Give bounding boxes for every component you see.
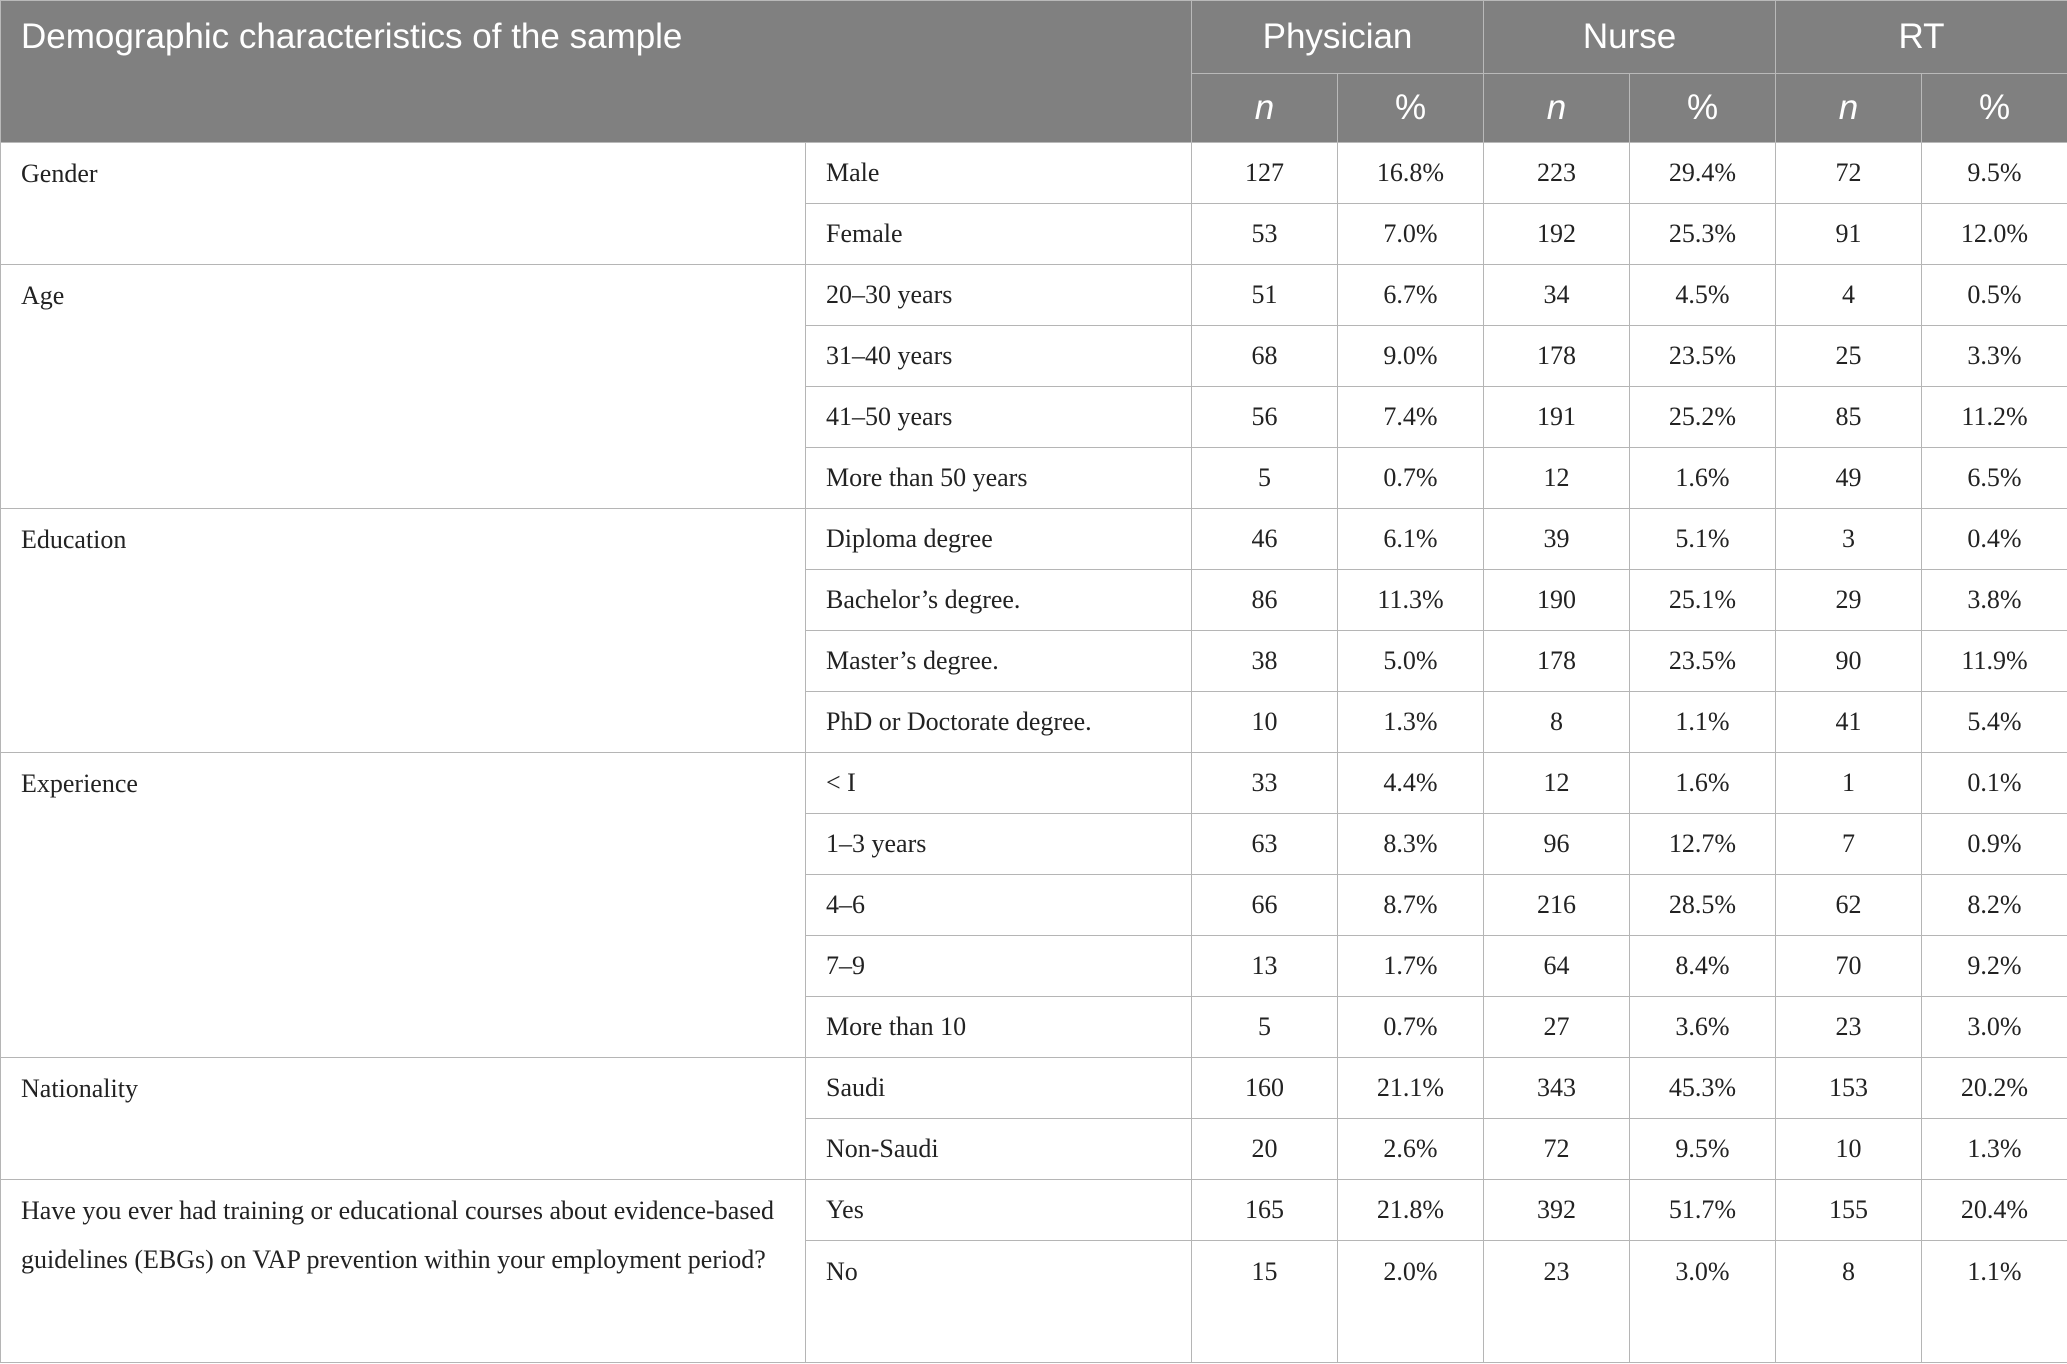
percent-cell: 20.4%	[1922, 1180, 2067, 1241]
percent-cell: 0.7%	[1338, 997, 1484, 1058]
count-cell: 5	[1192, 448, 1338, 509]
percent-cell: 9.5%	[1922, 143, 2067, 204]
table-row	[1, 509, 2067, 570]
count-cell: 12	[1484, 753, 1630, 814]
category-cell: Education	[1, 509, 806, 753]
table-body	[1, 143, 2067, 1363]
row-label: Female	[806, 204, 1192, 265]
count-cell: 38	[1192, 631, 1338, 692]
count-cell: 27	[1484, 997, 1630, 1058]
category-cell: Experience	[1, 753, 806, 1058]
row-label: 7–9	[806, 936, 1192, 997]
category-cell: Have you ever had training or educational courses about evidence-based guidelines (EBGs) on VAP prevention within your employment period?	[1, 1180, 806, 1363]
count-cell: 191	[1484, 387, 1630, 448]
percent-cell: 16.8%	[1338, 143, 1484, 204]
percent-cell: 3.0%	[1630, 1241, 1776, 1363]
group-header-physician: Physician	[1192, 1, 1484, 74]
percent-cell: 1.6%	[1630, 753, 1776, 814]
percent-cell: 11.3%	[1338, 570, 1484, 631]
row-label: 20–30 years	[806, 265, 1192, 326]
percent-cell: 21.8%	[1338, 1180, 1484, 1241]
count-cell: 153	[1776, 1058, 1922, 1119]
percent-cell: 21.1%	[1338, 1058, 1484, 1119]
table-row	[1, 753, 2067, 814]
percent-cell: 9.0%	[1338, 326, 1484, 387]
percent-cell: 4.4%	[1338, 753, 1484, 814]
table-row	[1, 265, 2067, 326]
row-label: 4–6	[806, 875, 1192, 936]
count-cell: 13	[1192, 936, 1338, 997]
count-cell: 10	[1776, 1119, 1922, 1180]
category-cell: Nationality	[1, 1058, 806, 1180]
percent-cell: 5.1%	[1630, 509, 1776, 570]
count-cell: 66	[1192, 875, 1338, 936]
sub-header-n: n	[1484, 74, 1630, 143]
percent-cell: 8.2%	[1922, 875, 2067, 936]
count-cell: 46	[1192, 509, 1338, 570]
category-cell: Gender	[1, 143, 806, 265]
row-label: Male	[806, 143, 1192, 204]
count-cell: 23	[1776, 997, 1922, 1058]
percent-cell: 9.2%	[1922, 936, 2067, 997]
percent-cell: 20.2%	[1922, 1058, 2067, 1119]
percent-cell: 12.0%	[1922, 204, 2067, 265]
count-cell: 4	[1776, 265, 1922, 326]
percent-cell: 7.4%	[1338, 387, 1484, 448]
count-cell: 29	[1776, 570, 1922, 631]
count-cell: 1	[1776, 753, 1922, 814]
percent-cell: 3.0%	[1922, 997, 2067, 1058]
count-cell: 8	[1776, 1241, 1922, 1363]
percent-cell: 0.5%	[1922, 265, 2067, 326]
percent-cell: 8.4%	[1630, 936, 1776, 997]
percent-cell: 2.0%	[1338, 1241, 1484, 1363]
percent-cell: 3.3%	[1922, 326, 2067, 387]
count-cell: 39	[1484, 509, 1630, 570]
percent-cell: 11.2%	[1922, 387, 2067, 448]
count-cell: 216	[1484, 875, 1630, 936]
row-label: < I	[806, 753, 1192, 814]
count-cell: 392	[1484, 1180, 1630, 1241]
count-cell: 86	[1192, 570, 1338, 631]
sub-header-percent: %	[1630, 74, 1776, 143]
percent-cell: 1.3%	[1922, 1119, 2067, 1180]
count-cell: 72	[1776, 143, 1922, 204]
count-cell: 56	[1192, 387, 1338, 448]
percent-cell: 28.5%	[1630, 875, 1776, 936]
percent-cell: 51.7%	[1630, 1180, 1776, 1241]
group-header-rt: RT	[1776, 1, 2067, 74]
count-cell: 7	[1776, 814, 1922, 875]
percent-cell: 1.3%	[1338, 692, 1484, 753]
count-cell: 20	[1192, 1119, 1338, 1180]
percent-cell: 1.7%	[1338, 936, 1484, 997]
percent-cell: 7.0%	[1338, 204, 1484, 265]
table-row	[1, 1058, 2067, 1119]
count-cell: 68	[1192, 326, 1338, 387]
row-label: PhD or Doctorate degree.	[806, 692, 1192, 753]
count-cell: 190	[1484, 570, 1630, 631]
percent-cell: 5.0%	[1338, 631, 1484, 692]
sub-header-n: n	[1192, 74, 1338, 143]
percent-cell: 23.5%	[1630, 326, 1776, 387]
percent-cell: 45.3%	[1630, 1058, 1776, 1119]
category-cell: Age	[1, 265, 806, 509]
count-cell: 62	[1776, 875, 1922, 936]
count-cell: 5	[1192, 997, 1338, 1058]
group-header-nurse: Nurse	[1484, 1, 1776, 74]
row-label: 31–40 years	[806, 326, 1192, 387]
count-cell: 160	[1192, 1058, 1338, 1119]
count-cell: 127	[1192, 143, 1338, 204]
table-row	[1, 1180, 2067, 1241]
count-cell: 23	[1484, 1241, 1630, 1363]
percent-cell: 6.7%	[1338, 265, 1484, 326]
row-label: Yes	[806, 1180, 1192, 1241]
count-cell: 8	[1484, 692, 1630, 753]
table-title: Demographic characteristics of the sample	[1, 1, 1192, 143]
percent-cell: 25.1%	[1630, 570, 1776, 631]
count-cell: 192	[1484, 204, 1630, 265]
percent-cell: 1.6%	[1630, 448, 1776, 509]
percent-cell: 3.6%	[1630, 997, 1776, 1058]
percent-cell: 6.1%	[1338, 509, 1484, 570]
count-cell: 25	[1776, 326, 1922, 387]
row-label: Diploma degree	[806, 509, 1192, 570]
percent-cell: 2.6%	[1338, 1119, 1484, 1180]
count-cell: 49	[1776, 448, 1922, 509]
percent-cell: 3.8%	[1922, 570, 2067, 631]
count-cell: 178	[1484, 631, 1630, 692]
row-label: 41–50 years	[806, 387, 1192, 448]
percent-cell: 29.4%	[1630, 143, 1776, 204]
row-label: Non-Saudi	[806, 1119, 1192, 1180]
sub-header-percent: %	[1338, 74, 1484, 143]
percent-cell: 25.3%	[1630, 204, 1776, 265]
row-label: More than 10	[806, 997, 1192, 1058]
percent-cell: 12.7%	[1630, 814, 1776, 875]
sub-header-percent: %	[1922, 74, 2067, 143]
percent-cell: 0.1%	[1922, 753, 2067, 814]
percent-cell: 6.5%	[1922, 448, 2067, 509]
row-label: Saudi	[806, 1058, 1192, 1119]
count-cell: 53	[1192, 204, 1338, 265]
count-cell: 165	[1192, 1180, 1338, 1241]
count-cell: 64	[1484, 936, 1630, 997]
table-header	[1, 1, 2067, 143]
percent-cell: 4.5%	[1630, 265, 1776, 326]
percent-cell: 25.2%	[1630, 387, 1776, 448]
count-cell: 10	[1192, 692, 1338, 753]
count-cell: 90	[1776, 631, 1922, 692]
count-cell: 12	[1484, 448, 1630, 509]
count-cell: 343	[1484, 1058, 1630, 1119]
percent-cell: 0.4%	[1922, 509, 2067, 570]
count-cell: 41	[1776, 692, 1922, 753]
count-cell: 33	[1192, 753, 1338, 814]
count-cell: 178	[1484, 326, 1630, 387]
percent-cell: 11.9%	[1922, 631, 2067, 692]
percent-cell: 8.7%	[1338, 875, 1484, 936]
table-row	[1, 143, 2067, 204]
count-cell: 51	[1192, 265, 1338, 326]
count-cell: 96	[1484, 814, 1630, 875]
count-cell: 70	[1776, 936, 1922, 997]
count-cell: 72	[1484, 1119, 1630, 1180]
percent-cell: 0.9%	[1922, 814, 2067, 875]
count-cell: 155	[1776, 1180, 1922, 1241]
row-label: 1–3 years	[806, 814, 1192, 875]
count-cell: 223	[1484, 143, 1630, 204]
row-label: No	[806, 1241, 1192, 1363]
sub-header-n: n	[1776, 74, 1922, 143]
row-label: Bachelor’s degree.	[806, 570, 1192, 631]
count-cell: 15	[1192, 1241, 1338, 1363]
percent-cell: 23.5%	[1630, 631, 1776, 692]
percent-cell: 9.5%	[1630, 1119, 1776, 1180]
count-cell: 91	[1776, 204, 1922, 265]
percent-cell: 8.3%	[1338, 814, 1484, 875]
percent-cell: 1.1%	[1922, 1241, 2067, 1363]
count-cell: 34	[1484, 265, 1630, 326]
percent-cell: 1.1%	[1630, 692, 1776, 753]
row-label: Master’s degree.	[806, 631, 1192, 692]
count-cell: 85	[1776, 387, 1922, 448]
count-cell: 63	[1192, 814, 1338, 875]
row-label: More than 50 years	[806, 448, 1192, 509]
percent-cell: 0.7%	[1338, 448, 1484, 509]
percent-cell: 5.4%	[1922, 692, 2067, 753]
count-cell: 3	[1776, 509, 1922, 570]
